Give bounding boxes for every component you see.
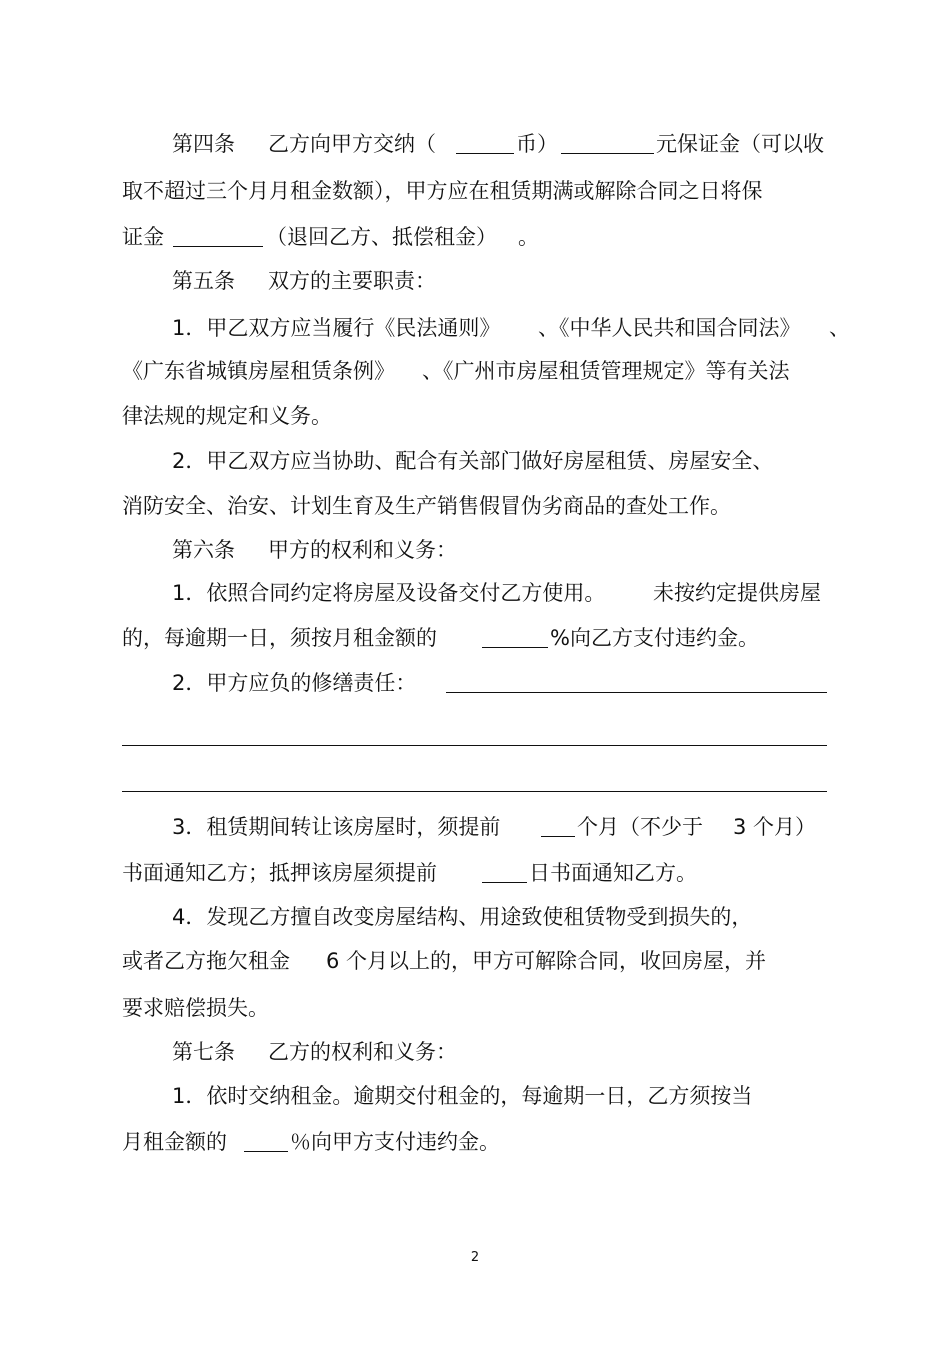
article6-item3-text: 3．租赁期间转让该房屋时，须提前 (172, 815, 501, 839)
article6-item2-text: 2．甲方应负的修缮责任： (172, 671, 417, 695)
article6-item3-minimum: 3 个月） (733, 815, 817, 839)
late-rent-rate-blank[interactable] (244, 1129, 288, 1152)
currency-blank[interactable] (456, 131, 514, 154)
period: 。 (518, 225, 539, 249)
page-number: 2 (470, 1250, 480, 1265)
article7-item1-rate-suffix: ％向甲方支付违约金。 (290, 1130, 500, 1154)
article5-heading: 双方的主要职责： (268, 269, 436, 293)
article7-number: 第七条 (172, 1040, 235, 1064)
article6-item4-text: 4．发现乙方擅自改变房屋结构、用途致使租赁物受到损失的， (172, 905, 753, 929)
transfer-notice-months-blank[interactable] (541, 814, 575, 837)
deposit-disposal-options: （退回乙方、抵偿租金） (266, 225, 497, 249)
article5-item1-regulation2: 、《广州市房屋租赁管理规定》等有关法 (422, 359, 790, 383)
article4-text-line3: 证金 (122, 225, 164, 249)
article6-item1-penalty: 未按约定提供房屋 (653, 581, 821, 605)
repair-responsibility-line3[interactable] (122, 791, 827, 792)
article7-item1-rate-text: 月租金额的 (122, 1130, 227, 1154)
article5-item2-text: 2．甲乙双方应当协助、配合有关部门做好房屋租赁、房屋安全、 (172, 449, 774, 473)
article5-item1-regulation: 《广东省城镇房屋租赁条例》 (122, 359, 395, 383)
deposit-amount-blank[interactable] (561, 131, 654, 154)
article5-item1-text: 1．甲乙双方应当履行《民法通则》 (172, 316, 501, 340)
article5-item2-end: 消防安全、治安、计划生育及生产销售假冒伪劣商品的查处工作。 (122, 494, 731, 518)
article6-item1-text: 1．依照合同约定将房屋及设备交付乙方使用。 (172, 581, 606, 605)
article6-item4-end: 要求赔偿损失。 (122, 996, 269, 1020)
article6-item1-rate-suffix: %向乙方支付违约金。 (550, 626, 759, 650)
article6-item3-months: 个月（不少于 (577, 815, 703, 839)
article5-item1-comma: 、 (829, 316, 850, 340)
deposit-text: 元保证金（可以收 (656, 132, 824, 156)
article6-item4-termination: 6 个月以上的，甲方可解除合同，收回房屋，并 (326, 949, 767, 973)
article6-item3-days: 日书面通知乙方。 (529, 861, 697, 885)
article4-number: 第四条 (172, 132, 235, 156)
article5-item1-law: 、《中华人民共和国合同法》 (538, 316, 801, 340)
mortgage-notice-days-blank[interactable] (482, 860, 527, 883)
article7-item1-text: 1．依时交纳租金。逾期交付租金的，每逾期一日，乙方须按当 (172, 1084, 753, 1108)
currency-suffix: 币） (516, 132, 558, 156)
article6-item3-mortgage: 书面通知乙方；抵押该房屋须提前 (122, 861, 437, 885)
article5-number: 第五条 (172, 269, 235, 293)
article7-heading: 乙方的权利和义务： (268, 1040, 457, 1064)
article5-item1-end: 律法规的规定和义务。 (122, 404, 332, 428)
deposit-disposal-blank[interactable] (173, 224, 263, 247)
article6-heading: 甲方的权利和义务： (268, 538, 457, 562)
repair-responsibility-blank[interactable] (446, 670, 827, 693)
repair-responsibility-line2[interactable] (122, 745, 827, 746)
article6-number: 第六条 (172, 538, 235, 562)
article4-text: 乙方向甲方交纳（ (268, 132, 436, 156)
article6-item1-rate-text: 的，每逾期一日，须按月租金额的 (122, 626, 437, 650)
penalty-rate-blank[interactable] (482, 625, 548, 648)
article6-item4-arrears: 或者乙方拖欠租金 (122, 949, 290, 973)
article4-text-line2: 取不超过三个月月租金数额），甲方应在租赁期满或解除合同之日将保 (122, 179, 763, 203)
